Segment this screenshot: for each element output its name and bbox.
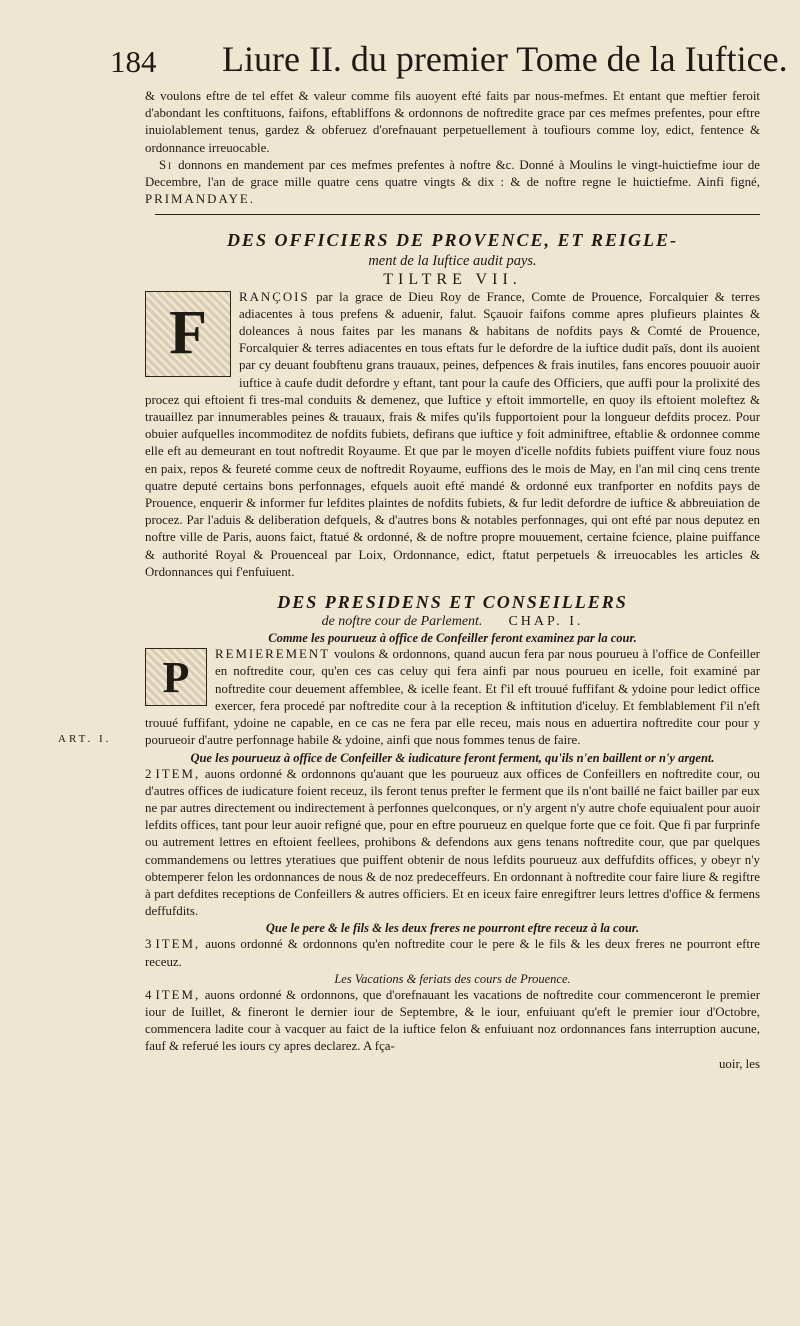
- article-heading: Que le pere & le fils & les deux freres ne pourront eftre receuz à la cour.: [265, 921, 640, 936]
- decorated-initial: P: [145, 648, 207, 706]
- chapter-subtitle: [145, 613, 760, 630]
- article-number: 4: [145, 987, 152, 1002]
- folio-number: 184: [110, 44, 157, 79]
- article-text: voulons & ordonnons, quand aucun fera par nous pourueu à l'office de Confeiller en noftredite cour, qu'en ces cas celuy qui fera ainfi par nous pourueu en icelle, foit examiné par noftredite cour deuement affemblee, & icelle feant. Et f'il eft trouué fuffifant & ydoine pour ledict office exercer, fera procedé par noftredite cour à la reception & inftitution d'iceluy. Et femblablement f'il n'eft trouué fuffifant, ydoine ne capable, en ce cas ne fera par elle receu, mais nous en aduertira noftredite cour pour y pourueoir d'autre perfonnage habile & ydoine, ainfi que nous fommes tenus de faire.: [145, 647, 760, 748]
- closing-lead-rest: i: [168, 157, 174, 172]
- closing-paragraph: [145, 157, 760, 209]
- article-text: auons ordonné & ordonnons qu'auant que les pourueuz aux offices de Confeillers en noftredite cour, ou d'autres offices de iudicature foient receuz, ils feront tenus prefter le ferment que ils n'ont baillé ne faict bailler par eux ne par autres directement ou indirectement à perfonnes quelconques, or n'y argent n'y autre chofe equiualent pour auoir lefdits offices, tant pour leur auoir refigné que, pour en eftre pourueuz en quelque forte que ce foit. Que fi par furprinfe ou autrement lettres en eftoient feellees, prohibons & defendons aux gens tenans noftredite cour, que par quelques commandemens ou lettres yteratiues que puiffent obtenir de nous lefdits pourueuz aux deffufdits offices, y obeyr n'y obtemperer felon les ordonnances de nous & de noz predeceffeurs. En ordonnant à noftredite cour faire liure & regiftre à part defdites receptions de Confeillers & autres officiers. Et en iceux faire enregiftrer leurs lettres d'office & fermens deffufdits.: [145, 766, 760, 919]
- intro-paragraph: & voulons eftre de tel effet & valeur comme fils auoyent efté faits par nous-mefmes. Et entant que meftier feroit d'abondant les conftituons, faifons, eftabliffons & ordonnons de noftredite grace par ces mefmes prefentes, pour eftre inuiolablement tenus, gardez & obferuez d'orefnauant perpetuellement à toufiours comme loy, edict, fentence & ordonnance irreuocable.: [145, 89, 760, 155]
- article-text: auons ordonné & ordonnons, que d'orefnauant les vacations de noftredite cour commenceront le premier iour de Iuillet, & fineront le dernier iour de Septembre, & le iour, enfuiuant qu'eft le premier iour d'Octobre, commencera ladite cour à vacquer au faict de la iuftice felon & enfuiuant noz ordonnances fans interruption aucune, fauf & referué les iours cy apres declarez. A fça-: [145, 987, 760, 1054]
- section-title: DES OFFICIERS DE PROVENCE, ET REIGLE-: [226, 230, 679, 251]
- chapter-title: DES PRESIDENS ET CONSEILLERS: [277, 592, 628, 613]
- section-title-continued: ment de la Iuftice audit pays.: [368, 253, 537, 270]
- closing-text: donnons en mandement par ces mefmes prefentes à noftre &c. Donné à Moulins le vingt-huictiefme iour de Decembre, l'an de grace mille quatre cens quatre vingts & dix : & de noftre regne le huictiefme. Ainfi figné,: [145, 157, 760, 190]
- chapter-label: CHAP. I.: [508, 614, 584, 630]
- article-number: 3: [145, 937, 152, 952]
- signature: PRIMANDAYE.: [145, 192, 255, 207]
- article-heading: Les Vacations & feriats des cours de Prouence.: [334, 971, 571, 986]
- tiltre-heading: TILTRE VII.: [383, 271, 522, 289]
- text-block: [145, 88, 760, 1073]
- section-lead-caps: RANÇOIS: [239, 289, 310, 304]
- running-title: Liure II. du premier Tome de la Iuftice.: [222, 39, 788, 79]
- article-heading: Comme les pourueuz à office de Confeiller feront examinez par la cour.: [268, 631, 637, 646]
- section-divider: [155, 214, 760, 215]
- article-lead-caps: REMIEREMENT: [215, 647, 331, 662]
- page-header: [110, 38, 788, 86]
- closing-lead: S: [159, 157, 169, 172]
- margin-note: ART. I.: [58, 733, 112, 745]
- decorated-initial: F: [145, 291, 231, 377]
- article-lead-caps: ITEM,: [155, 766, 201, 781]
- article-text: auons ordonné & ordonnons qu'en noftredite cour le pere & le fils & les deux freres ne pourront eftre receuz.: [145, 937, 760, 969]
- article-paragraph: [145, 646, 760, 749]
- article-number: 2: [145, 766, 152, 781]
- article-lead-caps: ITEM,: [155, 987, 201, 1002]
- article-paragraph: [145, 936, 760, 970]
- section-body: [145, 289, 760, 581]
- chapter-subtitle-italic: de noftre cour de Parlement.: [321, 614, 483, 630]
- article-lead-caps: ITEM,: [155, 937, 201, 952]
- article-paragraph: [145, 766, 760, 921]
- section-body-text: par la grace de Dieu Roy de France, Comte de Prouence, Forcalquier & terres adiacentes à tous prefens & aduenir, falut. Sçauoir faifons comme apres plufieurs plaintes & doleances à nous faites par les manans & habitans de nofdits pays & Comté de Prouence, Forcalquier & terres adiacentes en tous eftats fur le defordre de la iuftice dudit païs, dont ils auoient par cy deuant foubftenu grans trauaux, peines, defpences & frais inutiles, fans encores pouuoir auoir iuftice à caufe dudit defordre y eftant, tant pour la caufe des Officiers, que auffi pour la prolixité des procez qui eftoient fi tres-mal conduits & demenez, que Iuftice y eftoit immortelle, en quoy ils eftoient moleftez & trauaillez par innumerables peines & trauaux, frais & mifes qu'ils fupportoient pour la longueur defdits procez. Pour obuier aufquelles incommoditez de nofdits fubiets, defirans que iuftice y foit adminiftree, eftablie & ordonnee comme elle eft au demeurant en tout noftredit Royaume. Et que par le moyen d'icelle nofdits fubiets puiffent viure fouz nous en paix, repos & feureté comme ceux de noftredit Royaume, euffions des le mois de May, en l'an mil cinq cens trente quatre deputé certains bons perfonnages, efquels auoit efté mandé & ordonné eux tranfporter en nofdits pays de Prouence, enquerir & informer fur lefdites plaintes de nofdits fubiets, & fur ledit defordre de iuftice & abbreuiation de procez. Par l'aduis & deliberation defquels, & d'autres bons & notables perfonnages, qui ont efté par nous deputez en noftre ville de Paris, auons faict, ftatué & ordonné, & de noftre propre mouuement, certaine fcience, plaine puiffance & authorité Royal & Prouenceal par Loix, Ordonnance, edict, ftatut perpetuels & irreuocables les articles & Ordonnances qui f'enfuiuent.: [145, 289, 760, 579]
- article-heading: Que les pourueuz à office de Confeiller & iudicature feront ferment, qu'ils n'en baillent or n'y argent.: [190, 750, 715, 765]
- article-paragraph: [145, 987, 760, 1056]
- catchword: uoir, les: [718, 1056, 760, 1071]
